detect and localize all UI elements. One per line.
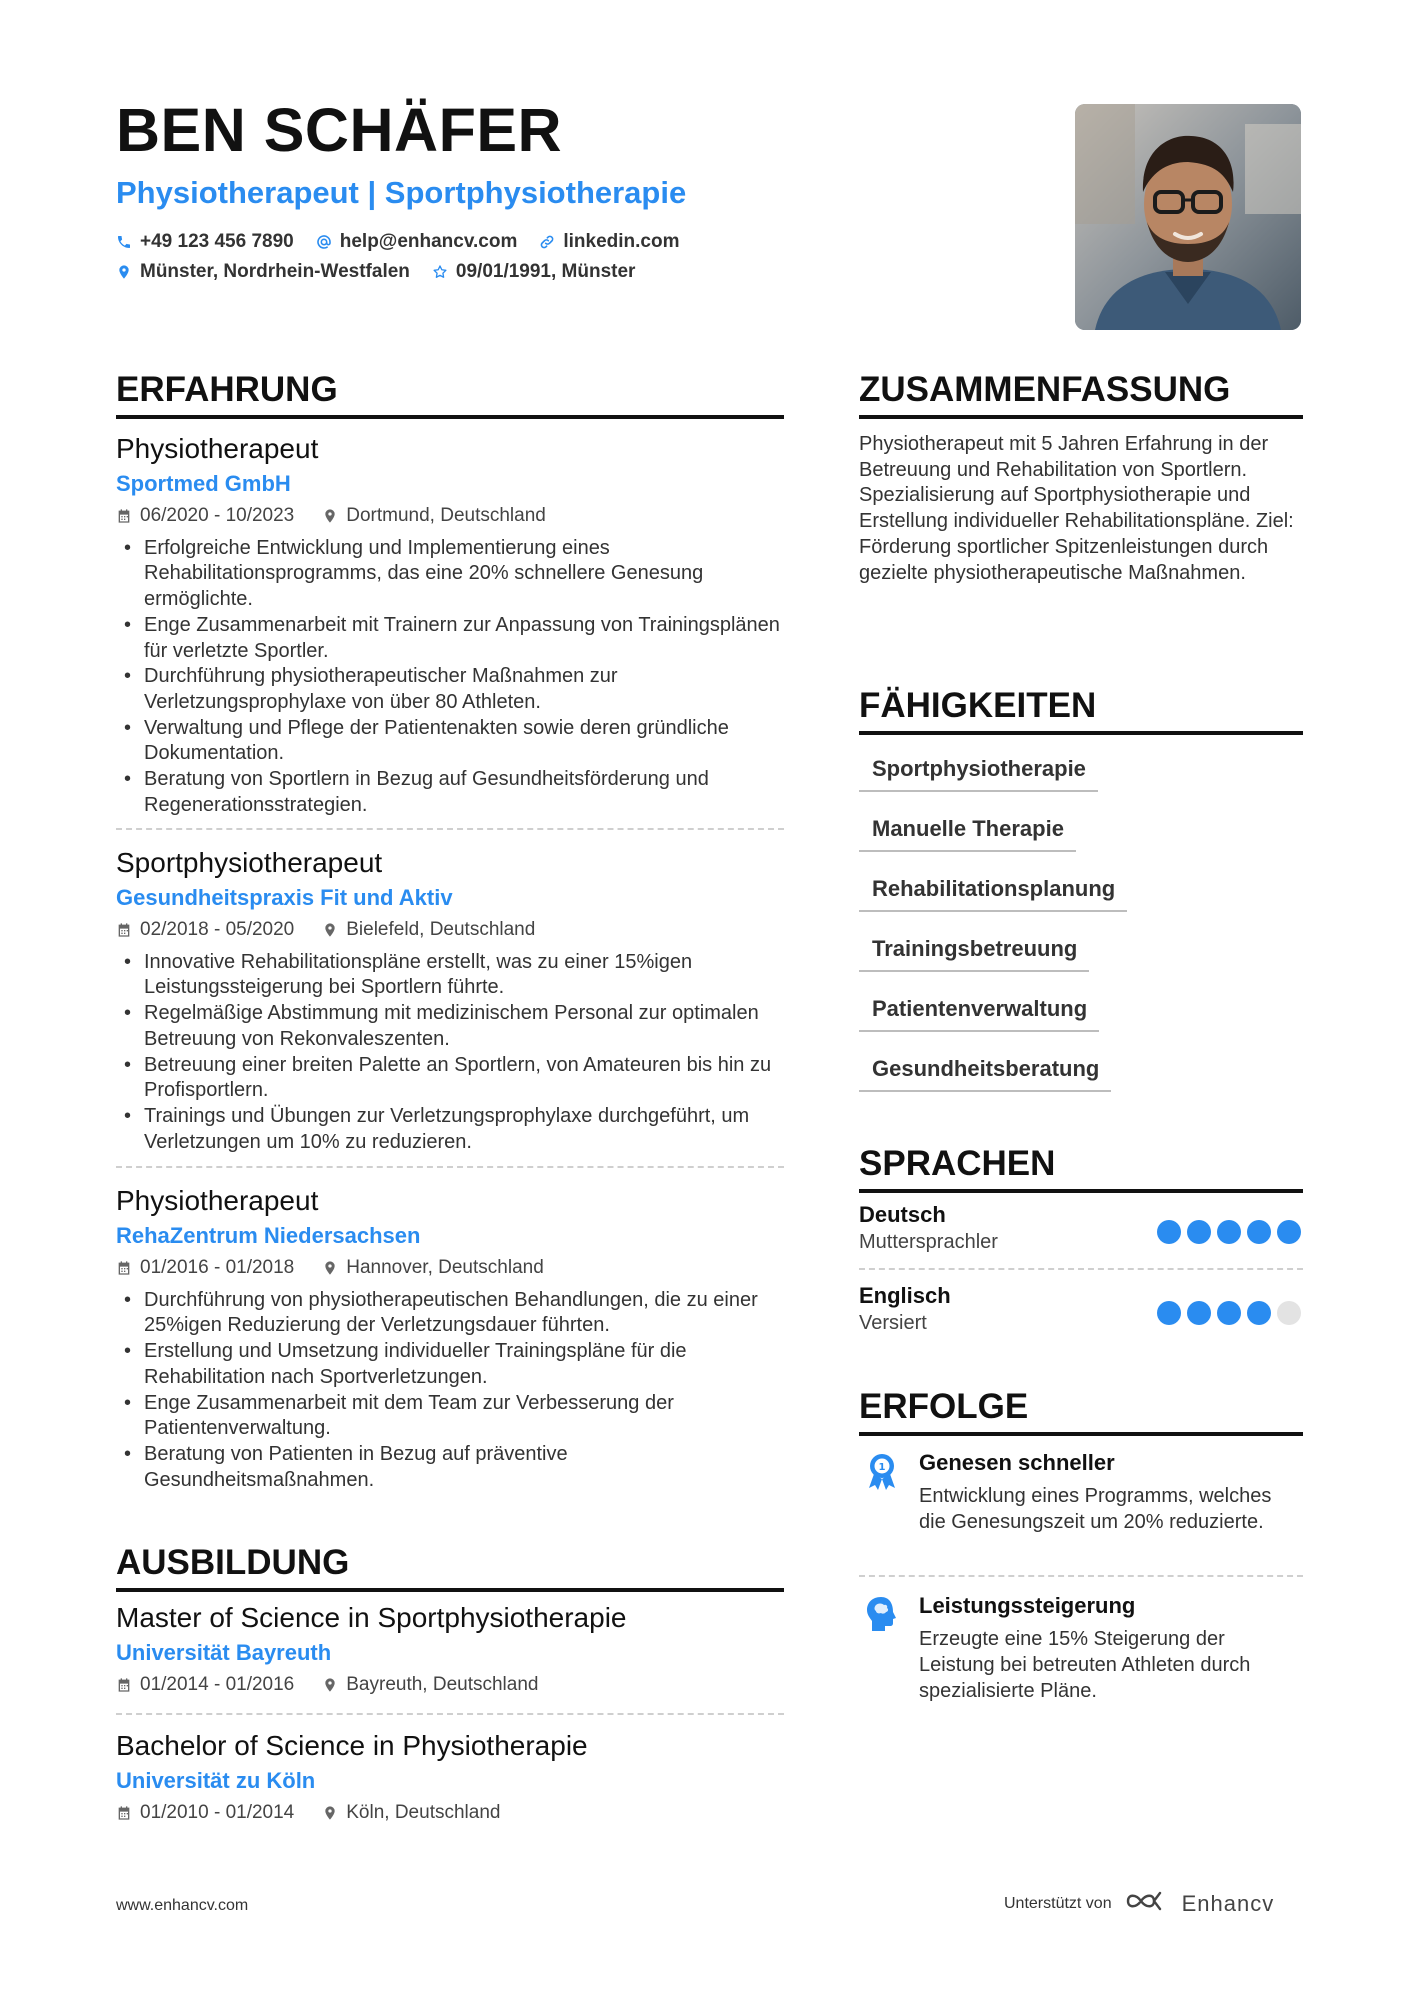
achievement-desc: Entwicklung eines Programms, welches die Genesungszeit um 20% reduzierte. [919, 1485, 1272, 1534]
achievement-title: Leistungssteigerung [919, 1593, 1136, 1618]
rating-dot-filled [1247, 1220, 1271, 1244]
job-company: Sportmed GmbH [116, 470, 291, 496]
experience-entry-2 [116, 846, 784, 1155]
achievement-desc: Erzeugte eine 15% Steigerung der Leistung bei betreuten Athleten durch spezialisierte Pläne. [919, 1628, 1251, 1702]
education-dates [116, 1802, 294, 1825]
head-brain-icon [865, 1595, 899, 1633]
enhancv-logo-icon [1124, 1889, 1170, 1918]
education-meta [116, 1802, 784, 1825]
experience-entry-3 [116, 1184, 784, 1493]
language-entry [859, 1202, 1303, 1254]
job-bullet: • Erfolgreiche Entwicklung und Implementierung eines Rehabilitationsprogramms, das eine 20% schnellere Genesung ermöglichte. [116, 536, 784, 613]
job-bullet: • Verwaltung und Pflege der Patientenakten sowie deren gründliche Dokumentation. [116, 716, 784, 767]
job-company: Gesundheitspraxis Fit und Aktiv [116, 884, 453, 910]
achievement-entry [859, 1450, 1303, 1536]
job-location [322, 1257, 544, 1280]
job-bullets [116, 950, 784, 1156]
job-meta [116, 919, 784, 942]
rating-dot-empty [1277, 1301, 1301, 1325]
language-level: Versiert [859, 1312, 927, 1335]
job-bullet: • Innovative Rehabilitationspläne erstellt, was zu einer 15%igen Leistungssteigerung bei Sportlern führte. [116, 950, 784, 1001]
education-dates-text: 01/2010 - 01/2014 [140, 1801, 295, 1823]
star-icon [432, 264, 448, 280]
entry-divider [859, 1575, 1303, 1577]
job-bullet: • Durchführung von physiotherapeutischen Behandlungen, die zu einer 25%igen Reduzierung der Verletzungsdauer führten. [116, 1288, 784, 1339]
skill-tag: Manuelle Therapie [859, 816, 1076, 852]
entry-divider [859, 1268, 1303, 1270]
job-title: Physiotherapeut [116, 1185, 319, 1216]
contact-linkedin [539, 232, 679, 251]
job-location-text: Dortmund, Deutschland [346, 504, 546, 526]
location-pin-icon [322, 1677, 338, 1693]
rating-dot-filled [1187, 1220, 1211, 1244]
degree-title: Bachelor of Science in Physiotherapie [116, 1730, 588, 1761]
job-bullets [116, 536, 784, 819]
profile-photo [1075, 104, 1301, 330]
job-dates-text: 01/2016 - 01/2018 [140, 1256, 295, 1278]
at-icon [316, 234, 332, 250]
job-bullet: • Beratung von Sportlern in Bezug auf Gesundheitsförderung und Regenerationsstrategien. [116, 767, 784, 818]
job-meta [116, 1257, 784, 1280]
job-bullet: • Beratung von Patienten in Bezug auf präventive Gesundheitsmaßnahmen. [116, 1442, 784, 1493]
rating-dot-filled [1187, 1301, 1211, 1325]
rating-dot-filled [1277, 1220, 1301, 1244]
experience-entry-1 [116, 432, 784, 819]
job-location [322, 505, 546, 528]
powered-by-text: Unterstützt von [1004, 1894, 1112, 1912]
phone-text: +49 123 456 7890 [140, 231, 294, 252]
education-location [322, 1674, 538, 1697]
job-company: RehaZentrum Niedersachsen [116, 1222, 421, 1248]
language-rating [1157, 1220, 1301, 1244]
contact-row-1 [116, 232, 680, 251]
job-title: Sportphysiotherapeut [116, 847, 383, 878]
school-name: Universität Bayreuth [116, 1639, 332, 1665]
calendar-icon [116, 1677, 132, 1693]
education-location [322, 1802, 500, 1825]
location-pin-icon [322, 1805, 338, 1821]
job-dates-text: 02/2018 - 05/2020 [140, 918, 295, 940]
rating-dot-filled [1157, 1220, 1181, 1244]
section-title-achievements: ERFOLGE [859, 1389, 1303, 1436]
section-title-summary: ZUSAMMENFASSUNG [859, 372, 1303, 419]
entry-divider [116, 828, 784, 830]
job-bullet: • Enge Zusammenarbeit mit Trainern zur Anpassung von Trainingsplänen für verletzte Sportler. [116, 613, 784, 664]
job-dates [116, 505, 294, 528]
entry-divider [116, 1713, 784, 1715]
job-location [322, 919, 535, 942]
skill-tag: Rehabilitationsplanung [859, 876, 1127, 912]
rating-dot-filled [1247, 1301, 1271, 1325]
location-text: Münster, Nordrhein-Westfalen [140, 261, 410, 282]
location-pin-icon [322, 922, 338, 938]
job-bullet: • Erstellung und Umsetzung individueller Trainingspläne für die Rehabilitation nach Sportverletzungen. [116, 1339, 784, 1390]
skill-tag: Sportphysiotherapie [859, 756, 1098, 792]
job-dates [116, 1257, 294, 1280]
calendar-icon [116, 1805, 132, 1821]
job-meta [116, 505, 784, 528]
job-bullet: • Durchführung physiotherapeutischer Maßnahmen zur Verletzungsprophylaxe von über 80 Athleten. [116, 664, 784, 715]
education-meta [116, 1674, 784, 1697]
achievement-entry [859, 1593, 1303, 1705]
contact-location [116, 262, 410, 281]
brand-name: Enhancv [1181, 1890, 1275, 1916]
rating-dot-filled [1157, 1301, 1181, 1325]
award-ribbon-icon [865, 1452, 899, 1490]
footer-website[interactable]: www.enhancv.com [116, 1897, 249, 1914]
job-dates-text: 06/2020 - 10/2023 [140, 504, 295, 526]
contact-phone [116, 232, 294, 251]
location-pin-icon [116, 264, 132, 280]
rating-dot-filled [1217, 1220, 1241, 1244]
language-name: Deutsch [859, 1202, 946, 1227]
section-title-skills: FÄHIGKEITEN [859, 688, 1303, 735]
language-entry [859, 1283, 1303, 1335]
footer-powered-by [1004, 1889, 1274, 1918]
candidate-name: BEN SCHÄFER [116, 96, 563, 164]
contact-email [316, 232, 518, 251]
language-rating [1157, 1301, 1301, 1325]
education-location-text: Köln, Deutschland [346, 1801, 501, 1823]
degree-title: Master of Science in Sportphysiotherapie [116, 1602, 627, 1633]
job-dates [116, 919, 294, 942]
job-bullet: • Trainings und Übungen zur Verletzungsprophylaxe durchgeführt, um Verletzungen um 10% zu reduzieren. [116, 1104, 784, 1155]
job-bullet: • Regelmäßige Abstimmung mit medizinischem Personal zur optimalen Betreuung von Rekonvaleszenten. [116, 1001, 784, 1052]
job-bullet: • Enge Zusammenarbeit mit dem Team zur Verbesserung der Patientenverwaltung. [116, 1391, 784, 1442]
summary-text: Physiotherapeut mit 5 Jahren Erfahrung in der Betreuung und Rehabilitation von Sportlern. Spezialisierung auf Sportphysiotherapie und Erstellung individueller Rehabilitationspläne. Ziel: Förderung sportlicher Spitzenleistungen durch gezielte physiotherapeutische Maßnahmen. [859, 433, 1294, 584]
education-dates-text: 01/2014 - 01/2016 [140, 1673, 295, 1695]
linkedin-text: linkedin.com [563, 231, 680, 252]
calendar-icon [116, 508, 132, 524]
entry-divider [116, 1166, 784, 1168]
location-pin-icon [322, 508, 338, 524]
email-text: help@enhancv.com [339, 231, 518, 252]
svg-text:1: 1 [878, 1462, 886, 1473]
rating-dot-filled [1217, 1301, 1241, 1325]
skill-tag: Patientenverwaltung [859, 996, 1099, 1032]
location-pin-icon [322, 1260, 338, 1276]
skill-tag: Trainingsbetreuung [859, 936, 1089, 972]
education-entry-1 [116, 1601, 784, 1697]
section-title-education: AUSBILDUNG [116, 1545, 784, 1592]
school-name: Universität zu Köln [116, 1767, 316, 1793]
language-level: Muttersprachler [859, 1231, 998, 1254]
birth-text: 09/01/1991, Münster [455, 261, 636, 282]
job-title: Physiotherapeut [116, 433, 319, 464]
education-entry-2 [116, 1729, 784, 1825]
achievement-title: Genesen schneller [919, 1450, 1115, 1475]
education-dates [116, 1674, 294, 1697]
section-title-languages: SPRACHEN [859, 1146, 1303, 1193]
section-title-experience: ERFAHRUNG [116, 372, 784, 419]
job-location-text: Hannover, Deutschland [346, 1256, 544, 1278]
job-bullet: • Betreuung einer breiten Palette an Sportlern, von Amateuren bis hin zu Profisportlern. [116, 1053, 784, 1104]
contact-row-2 [116, 262, 635, 281]
phone-icon [116, 234, 132, 250]
calendar-icon [116, 1260, 132, 1276]
candidate-headline: Physiotherapeut | Sportphysiotherapie [116, 175, 687, 210]
job-location-text: Bielefeld, Deutschland [346, 918, 536, 940]
calendar-icon [116, 922, 132, 938]
education-location-text: Bayreuth, Deutschland [346, 1673, 539, 1695]
skill-tag: Gesundheitsberatung [859, 1056, 1111, 1092]
job-bullets [116, 1288, 784, 1494]
language-name: Englisch [859, 1283, 951, 1308]
link-icon [539, 234, 555, 250]
contact-birth [432, 262, 636, 281]
